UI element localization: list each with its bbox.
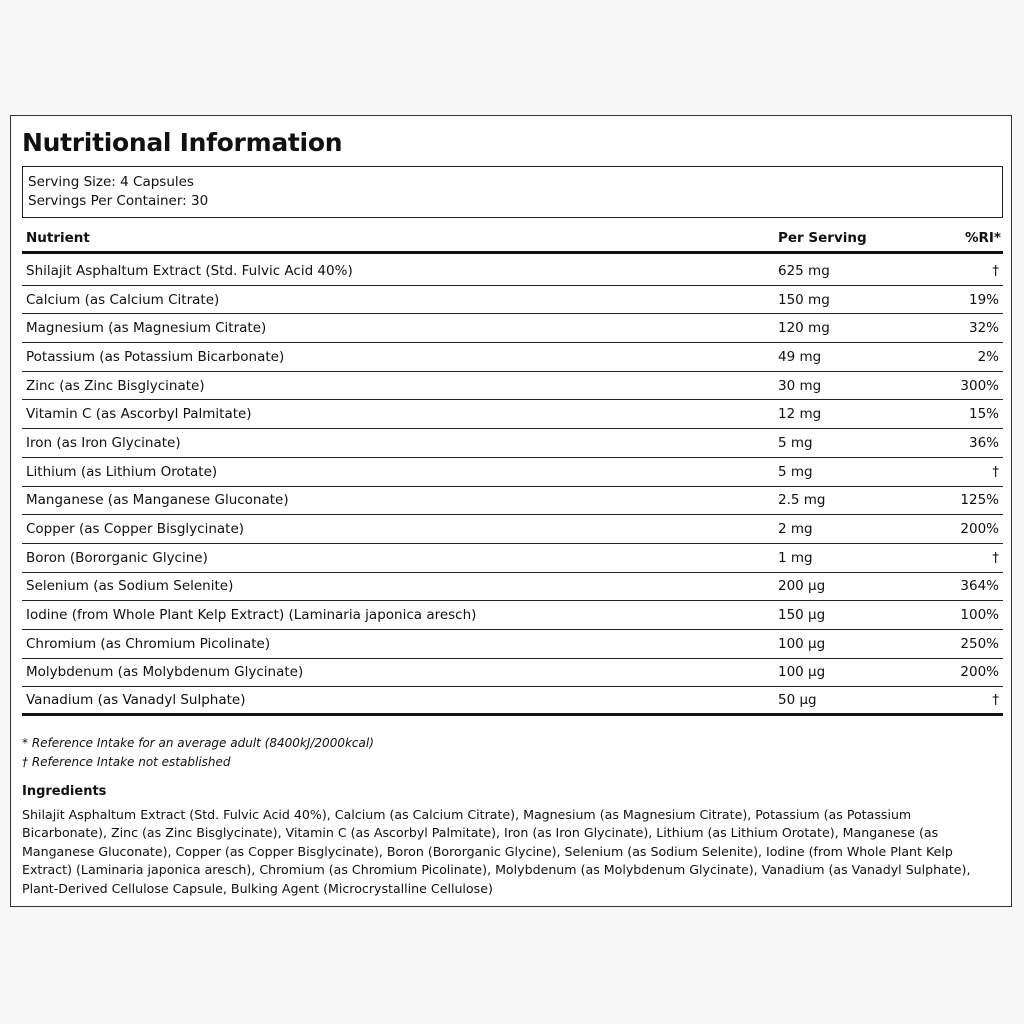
nutrient-amount: 30 mg bbox=[778, 377, 822, 394]
servings-per-container: Servings Per Container: 30 bbox=[28, 193, 209, 209]
nutrient-name: Zinc (as Zinc Bisglycinate) bbox=[26, 377, 205, 394]
ingredients-heading: Ingredients bbox=[22, 784, 107, 799]
nutrient-amount: 100 µg bbox=[778, 635, 826, 652]
nutrient-name: Copper (as Copper Bisglycinate) bbox=[26, 521, 245, 538]
table-row bbox=[22, 372, 1003, 401]
table-row bbox=[22, 286, 1003, 315]
nutrient-ri: 100% bbox=[960, 607, 999, 624]
nutrient-ri: 36% bbox=[968, 434, 999, 451]
nutrient-name: Iodine (from Whole Plant Kelp Extract) (Laminaria japonica aresch) bbox=[26, 607, 477, 624]
ingredients-text: Shilajit Asphaltum Extract (Std. Fulvic Acid 40%), Calcium (as Calcium Citrate), Magnesium (as Magnesium Citrate), Potassium (as Potassium Bicarbonate), Zinc (as Zinc Bisglycinate), Vitamin C (as Ascorbyl Palmitate), Iron (as Iron Glycinate), Lithium (as Lithium Orotate), Manganese (as Manganese Gluconate), Copper (as Copper Bisglycinate), Boron (Bororganic Glycine), Selenium (as Sodium Selenite), Iodine (from Whole Plant Kelp Extract) (Laminaria japonica aresch), Chromium (as Chromium Picolinate), Molybdenum (as Molybdenum Glycinate), Vanadium (as Vanadyl Sulphate), Plant-Derived Cellulose Capsule, Bulking Agent (Microcrystalline Cellulose) bbox=[22, 807, 971, 896]
nutrient-ri: 250% bbox=[960, 635, 999, 652]
header-ri: %RI* bbox=[964, 229, 1001, 246]
nutrient-ri: † bbox=[992, 262, 999, 279]
nutrient-name: Calcium (as Calcium Citrate) bbox=[26, 291, 220, 308]
nutrient-ri: 15% bbox=[968, 406, 999, 423]
nutrient-ri: 125% bbox=[960, 492, 999, 509]
nutrient-amount: 100 µg bbox=[778, 664, 826, 681]
table-row bbox=[22, 659, 1003, 688]
nutrient-ri: 364% bbox=[960, 578, 999, 595]
page-title: Nutritional Information bbox=[22, 128, 343, 157]
table-row bbox=[22, 544, 1003, 573]
nutrient-amount: 120 mg bbox=[778, 320, 830, 337]
nutrient-name: Vitamin C (as Ascorbyl Palmitate) bbox=[26, 406, 252, 423]
table-row bbox=[22, 314, 1003, 343]
nutrient-amount: 2.5 mg bbox=[778, 492, 826, 509]
nutrient-amount: 12 mg bbox=[778, 406, 822, 423]
serving-size: Serving Size: 4 Capsules bbox=[28, 174, 194, 190]
dagger-footnote: † Reference Intake not established bbox=[22, 755, 231, 769]
nutrient-ri: 32% bbox=[968, 320, 999, 337]
nutrient-ri: 200% bbox=[960, 521, 999, 538]
nutrient-amount: 2 mg bbox=[778, 521, 813, 538]
nutrient-name: Chromium (as Chromium Picolinate) bbox=[26, 635, 271, 652]
nutrient-name: Selenium (as Sodium Selenite) bbox=[26, 578, 234, 595]
footnotes bbox=[22, 734, 374, 772]
nutrient-amount: 5 mg bbox=[778, 463, 813, 480]
nutrient-amount: 5 mg bbox=[778, 434, 813, 451]
nutrient-table bbox=[22, 224, 1003, 716]
nutrient-name: Molybdenum (as Molybdenum Glycinate) bbox=[26, 664, 304, 681]
nutrient-name: Potassium (as Potassium Bicarbonate) bbox=[26, 348, 285, 365]
nutrient-amount: 150 µg bbox=[778, 607, 826, 624]
table-body bbox=[22, 257, 1003, 716]
table-row bbox=[22, 487, 1003, 516]
table-row bbox=[22, 343, 1003, 372]
nutrient-name: Boron (Bororganic Glycine) bbox=[26, 549, 208, 566]
table-row bbox=[22, 400, 1003, 429]
header-nutrient: Nutrient bbox=[26, 229, 90, 246]
nutrient-ri: 300% bbox=[960, 377, 999, 394]
table-row bbox=[22, 601, 1003, 630]
table-header bbox=[22, 224, 1003, 254]
nutrient-amount: 49 mg bbox=[778, 348, 822, 365]
nutrient-name: Lithium (as Lithium Orotate) bbox=[26, 463, 218, 480]
nutrient-name: Manganese (as Manganese Gluconate) bbox=[26, 492, 289, 509]
table-row bbox=[22, 573, 1003, 602]
serving-info-box bbox=[22, 166, 1003, 218]
nutrition-panel bbox=[10, 115, 1012, 907]
nutrient-name: Magnesium (as Magnesium Citrate) bbox=[26, 320, 267, 337]
table-row bbox=[22, 257, 1003, 286]
nutrient-ri: 19% bbox=[968, 291, 999, 308]
nutrient-amount: 625 mg bbox=[778, 262, 830, 279]
ri-footnote: * Reference Intake for an average adult (8400kJ/2000kcal) bbox=[22, 736, 374, 750]
nutrient-amount: 150 mg bbox=[778, 291, 830, 308]
nutrient-name: Shilajit Asphaltum Extract (Std. Fulvic Acid 40%) bbox=[26, 262, 353, 279]
nutrient-amount: 50 µg bbox=[778, 692, 817, 709]
nutrient-ri: 2% bbox=[977, 348, 999, 365]
table-row bbox=[22, 687, 1003, 716]
nutrient-ri: † bbox=[992, 549, 999, 566]
nutrient-amount: 1 mg bbox=[778, 549, 813, 566]
nutrient-ri: † bbox=[992, 463, 999, 480]
nutrient-ri: 200% bbox=[960, 664, 999, 681]
nutrient-name: Iron (as Iron Glycinate) bbox=[26, 434, 181, 451]
table-row bbox=[22, 429, 1003, 458]
table-row bbox=[22, 458, 1003, 487]
table-row bbox=[22, 630, 1003, 659]
nutrient-amount: 200 µg bbox=[778, 578, 826, 595]
nutrient-ri: † bbox=[992, 692, 999, 709]
nutrient-name: Vanadium (as Vanadyl Sulphate) bbox=[26, 692, 246, 709]
table-row bbox=[22, 515, 1003, 544]
header-per-serving: Per Serving bbox=[778, 229, 867, 246]
